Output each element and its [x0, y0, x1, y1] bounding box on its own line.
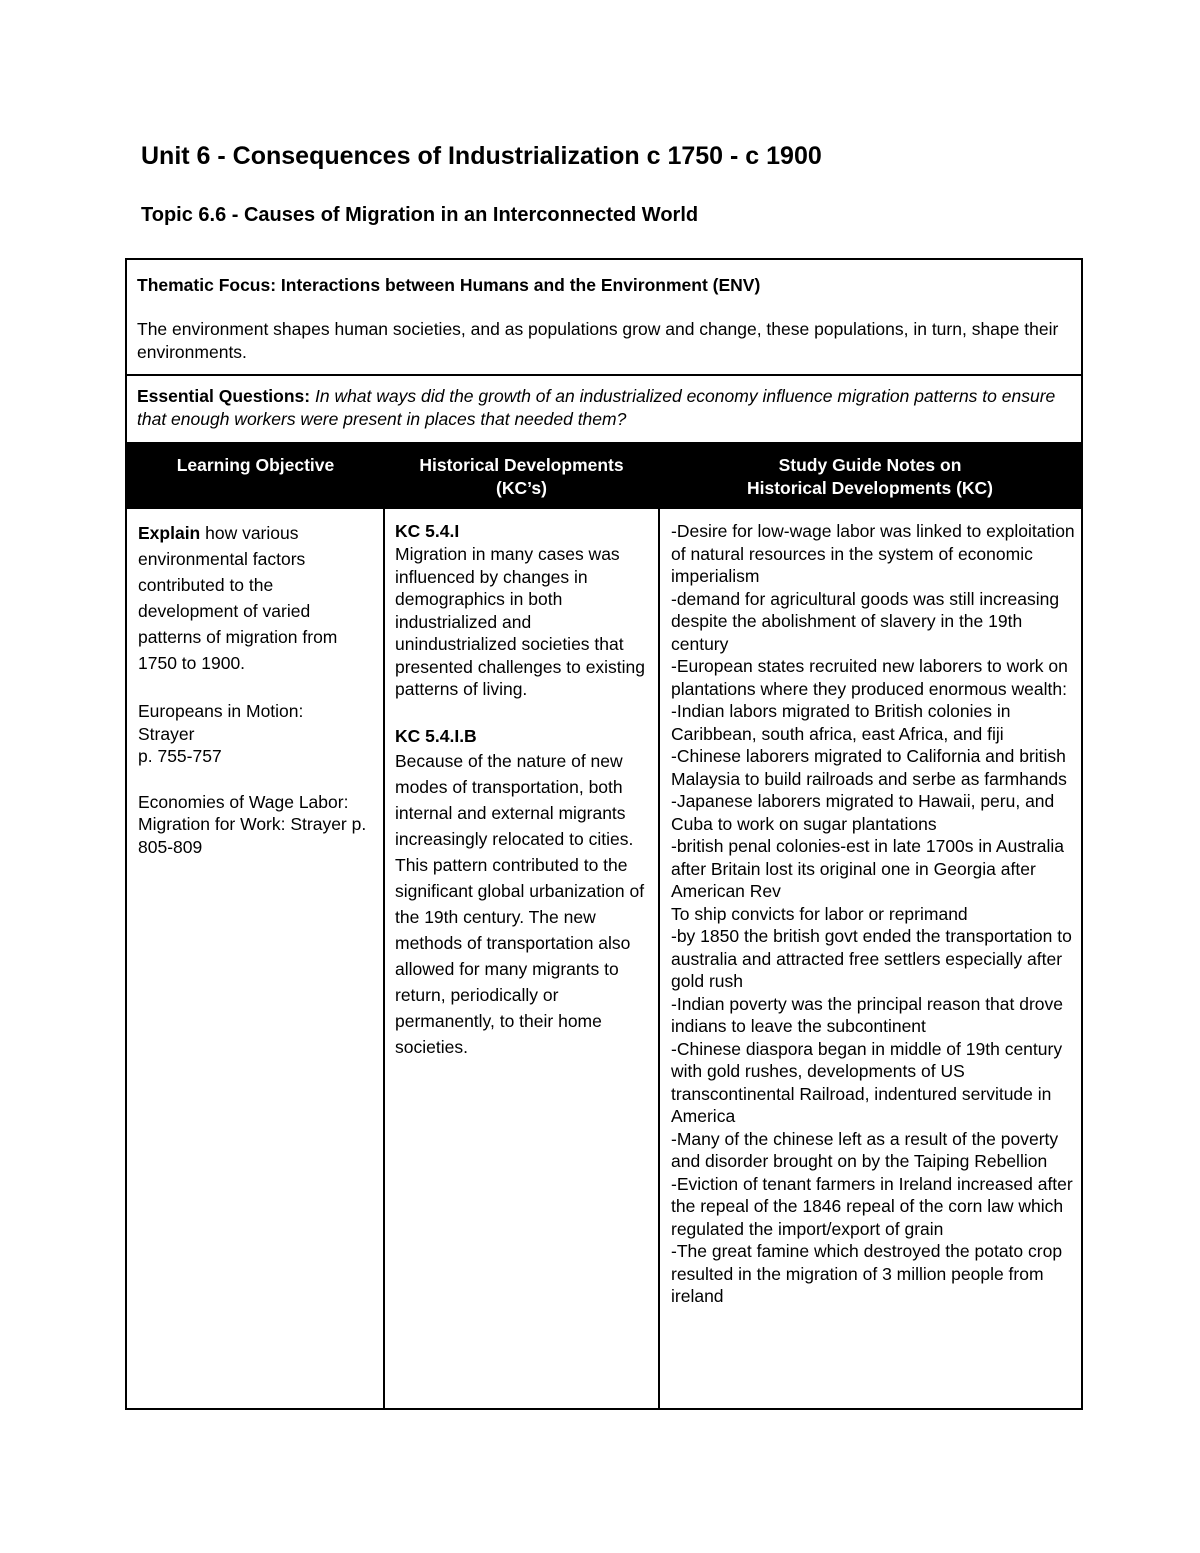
- study-note: -Japanese laborers migrated to Hawaii, peru, and Cuba to work on sugar plantations: [671, 791, 1055, 834]
- essential-questions-section: [127, 376, 1081, 442]
- study-note: -Eviction of tenant farmers in Ireland increased after the repeal of the 1846 repeal of the corn law which regulated the import/export of grain: [671, 1173, 1073, 1239]
- table-header-row: [127, 442, 1081, 509]
- header-learning-objective-label: Learning Objective: [176, 455, 335, 475]
- kc-5-4-i-title: KC 5.4.I: [395, 521, 460, 541]
- reference-line: p. 755-757: [138, 746, 222, 766]
- study-note: -Many of the chinese left as a result of the poverty and disorder brought on by the Taiping Rebellion: [671, 1128, 1059, 1171]
- essential-questions-label: Essential Questions:: [137, 386, 311, 406]
- unit-title: Unit 6 - Consequences of Industrialization c 1750 - c 1900: [141, 142, 822, 170]
- kc-5-4-i-body: Migration in many cases was influenced by changes in demographics in both industrialized and unindustrialized societies that presented challenges to existing patterns of living.: [395, 544, 646, 699]
- header-historical-developments-line1: Historical Developments: [419, 455, 624, 475]
- study-guide-notes-cell: [660, 509, 1081, 1308]
- study-note: -british penal colonies-est in late 1700s in Australia after Britain lost its original one in Georgia after American Rev: [671, 836, 1064, 901]
- study-note: -The great famine which destroyed the potato crop resulted in the migration of 3 million people from ireland: [671, 1241, 1063, 1306]
- study-note: -Chinese laborers migrated to California and british Malaysia to build railroads and serbe as farmhands: [671, 746, 1067, 789]
- study-note: -by 1850 the british govt ended the transportation to australia and attracted free settlers especially after gold rush: [671, 926, 1072, 991]
- header-learning-objective: [127, 442, 384, 509]
- header-study-guide-notes-line1: Study Guide Notes on: [778, 455, 962, 475]
- kc-5-4-i-b-title: KC 5.4.I.B: [395, 725, 477, 746]
- thematic-focus-body: The environment shapes human societies, and as populations grow and change, these populations, in turn, shape their environments.: [137, 319, 1059, 362]
- reference-europeans-in-motion: [138, 700, 373, 768]
- study-note: To ship convicts for labor or reprimand: [671, 903, 968, 924]
- historical-developments-cell: [385, 509, 658, 1060]
- study-note: -Indian labors migrated to British colonies in Caribbean, south africa, east Africa, and fiji: [671, 701, 1011, 744]
- essential-question-text: In what ways did the growth of an industrialized economy influence migration patterns to ensure that enough workers were present in places that needed them?: [137, 386, 1056, 429]
- header-historical-developments-line2: (KC’s): [496, 478, 547, 498]
- learning-objective-statement: how various environmental factors contributed to the development of varied patterns of migration from 1750 to 1900.: [138, 523, 338, 673]
- learning-objective-cell: [127, 509, 383, 858]
- reference-line: Strayer: [138, 723, 195, 744]
- header-study-guide-notes: [659, 442, 1081, 509]
- header-study-guide-notes-line2: Historical Developments (KC): [746, 478, 994, 498]
- reference-economies-of-wage-labor: Economies of Wage Labor: Migration for Work: Strayer p. 805-809: [138, 791, 367, 857]
- thematic-focus-heading: Thematic Focus: Interactions between Humans and the Environment (ENV): [137, 275, 761, 295]
- kc-5-4-i-b-body: Because of the nature of new modes of transportation, both internal and external migrants increasingly relocated to cities. This pattern contributed to the significant global urbanization of the 19th century. The new methods of transportation also allowed for many migrants to return, periodically or permanently, to their home societies.: [395, 750, 645, 1057]
- study-note: -demand for agricultural goods was still increasing despite the abolishment of slavery in the 19th century: [671, 588, 1060, 654]
- reference-line: Europeans in Motion:: [138, 701, 304, 721]
- explain-keyword: Explain: [138, 523, 201, 543]
- topic-title: Topic 6.6 - Causes of Migration in an Interconnected World: [141, 204, 699, 226]
- study-note: -Indian poverty was the principal reason that drove indians to leave the subcontinent: [671, 993, 1064, 1036]
- study-note: -European states recruited new laborers to work on plantations where they produced enormous wealth:: [671, 656, 1068, 699]
- study-note: -Desire for low-wage labor was linked to exploitation of natural resources in the system of economic imperialism: [671, 521, 1075, 586]
- header-historical-developments: [384, 442, 659, 509]
- learning-objective-text: [138, 520, 373, 676]
- study-note: -Chinese diaspora began in middle of 19th century with gold rushes, developments of US transcontinental Railroad, indentured servitude in America: [671, 1038, 1063, 1126]
- study-guide-table: [125, 258, 1083, 1410]
- thematic-focus-section: [127, 260, 1081, 376]
